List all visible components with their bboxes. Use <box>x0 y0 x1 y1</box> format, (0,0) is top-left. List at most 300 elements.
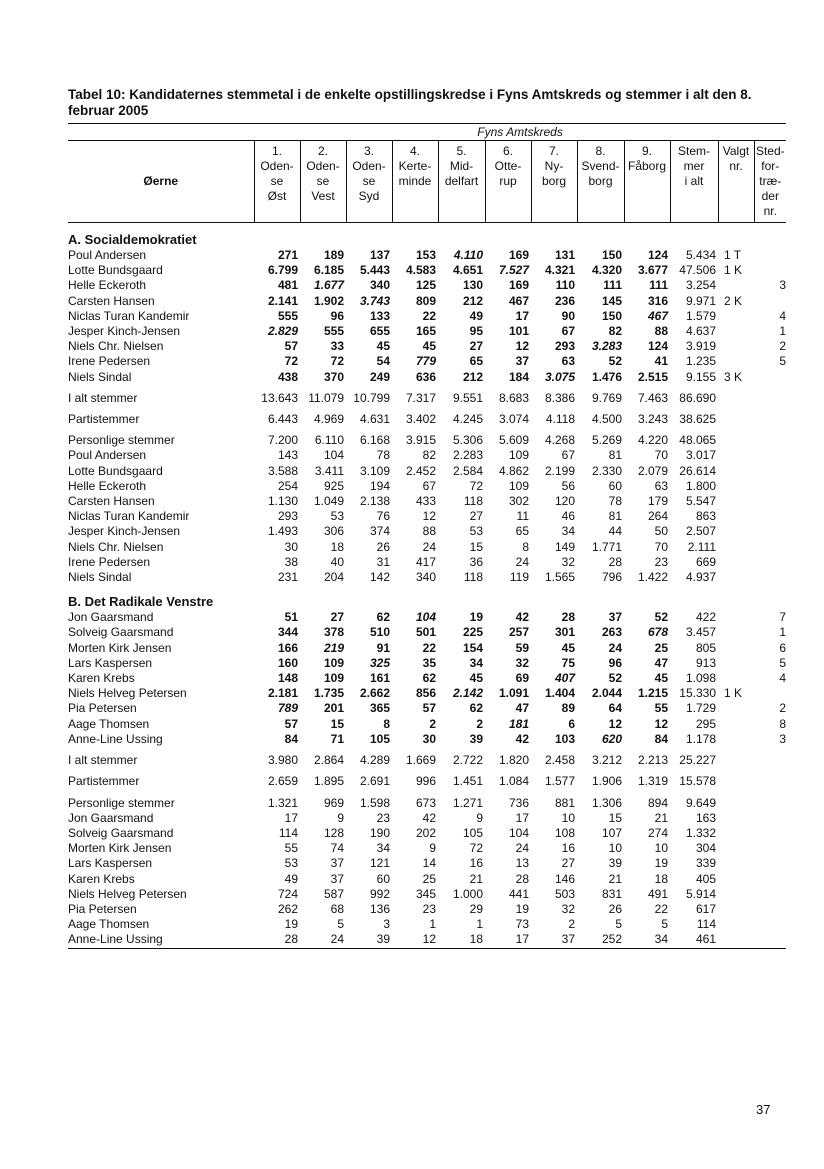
value-cell: 201 <box>323 701 344 716</box>
value-cell: 7.463 <box>637 390 668 405</box>
value-cell: 109 <box>323 671 344 686</box>
elected-cell <box>718 406 754 427</box>
column-header-line: 7. <box>548 144 559 158</box>
value-cell: 1.404 <box>544 686 575 701</box>
value-cell: 82 <box>422 448 436 463</box>
value-cell: 12 <box>608 716 622 731</box>
elected-cell <box>718 811 754 826</box>
value-cell: 150 <box>601 308 622 323</box>
value-cell: 62 <box>469 701 483 716</box>
value-cell: 724 <box>277 886 298 901</box>
value-cell: 249 <box>369 369 390 384</box>
results-table <box>68 123 786 949</box>
value-cell: 1.729 <box>685 701 716 716</box>
value-cell: 4.220 <box>637 433 668 448</box>
value-cell: 10 <box>608 841 622 856</box>
value-cell: 21 <box>608 871 622 886</box>
value-cell: 150 <box>601 248 622 262</box>
value-cell: 50 <box>654 524 668 539</box>
value-cell: 34 <box>469 655 483 670</box>
candidate-row <box>68 263 786 278</box>
value-cell: 1.771 <box>591 539 622 554</box>
candidate-row <box>68 309 786 324</box>
value-cell: 42 <box>422 810 436 825</box>
value-cell: 293 <box>277 509 298 524</box>
value-cell: 25.227 <box>679 753 716 768</box>
personal-candidate-row <box>68 902 786 917</box>
value-cell: 4.651 <box>452 263 483 278</box>
value-cell: 19 <box>284 917 298 932</box>
value-cell: 809 <box>415 293 436 308</box>
substitute-cell <box>754 524 786 539</box>
value-cell: 16 <box>469 856 483 871</box>
candidate-row <box>68 717 786 732</box>
value-cell: 1.820 <box>498 753 529 768</box>
column-header-line: Øst <box>267 189 287 203</box>
elected-cell <box>718 732 754 747</box>
value-cell: 23 <box>376 810 390 825</box>
value-cell: 34 <box>561 524 575 539</box>
row-label: Jon Gaarsmand <box>68 610 154 625</box>
value-cell: 55 <box>654 701 668 716</box>
value-cell: 340 <box>415 570 436 585</box>
substitute-cell: 4 <box>779 671 787 686</box>
value-cell: 15.578 <box>679 774 716 789</box>
value-cell: 4.245 <box>452 412 483 427</box>
elected-cell <box>718 902 754 917</box>
column-header-line: delfart <box>444 174 479 188</box>
value-cell: 52 <box>608 354 622 369</box>
substitute-cell <box>754 294 786 309</box>
value-cell: 37 <box>608 610 622 625</box>
elected-cell <box>718 856 754 871</box>
value-cell: 104 <box>415 610 436 625</box>
substitute-cell: 2 <box>779 339 787 354</box>
value-cell: 28 <box>515 871 529 886</box>
value-cell: 101 <box>508 324 529 339</box>
value-cell: 254 <box>277 478 298 493</box>
value-cell: 70 <box>654 539 668 554</box>
value-cell: 378 <box>323 625 344 640</box>
value-cell: 160 <box>277 655 298 670</box>
name-column-header: Øerne <box>143 174 179 188</box>
value-cell: 9.769 <box>591 390 622 405</box>
value-cell: 4.289 <box>359 753 390 768</box>
value-cell: 503 <box>554 886 575 901</box>
column-header-8 <box>577 141 624 223</box>
value-cell: 15 <box>469 539 483 554</box>
value-cell: 179 <box>647 494 668 509</box>
value-cell: 264 <box>647 509 668 524</box>
value-cell: 104 <box>508 825 529 840</box>
value-cell: 24 <box>300 932 346 948</box>
elected-cell: 1 K <box>724 263 743 278</box>
value-cell: 467 <box>647 308 668 323</box>
substitute-cell <box>754 887 786 902</box>
value-cell: 28 <box>254 932 300 948</box>
column-header-11 <box>718 141 754 223</box>
value-cell: 21 <box>654 810 668 825</box>
row-label: Carsten Hansen <box>68 293 155 308</box>
value-cell: 15.330 <box>679 686 716 701</box>
personal-candidate-row <box>68 811 786 826</box>
value-cell: 146 <box>554 871 575 886</box>
value-cell: 109 <box>323 655 344 670</box>
value-cell: 3.402 <box>405 412 436 427</box>
value-cell: 2.829 <box>267 324 298 339</box>
value-cell: 501 <box>415 625 436 640</box>
value-cell: 76 <box>376 509 390 524</box>
column-header-line: Oden- <box>306 159 340 173</box>
value-cell: 18 <box>438 932 485 948</box>
value-cell: 2 <box>568 917 575 932</box>
value-cell: 45 <box>561 640 575 655</box>
value-cell: 65 <box>469 354 483 369</box>
substitute-cell: 1 <box>779 625 787 640</box>
value-cell: 53 <box>469 524 483 539</box>
row-label: Jesper Kinch-Jensen <box>68 524 181 539</box>
value-cell: 42 <box>515 731 529 746</box>
column-header-7 <box>531 141 577 223</box>
value-cell: 1.321 <box>267 795 298 810</box>
column-header-line: 9. <box>641 144 652 158</box>
value-cell: 4.937 <box>685 570 716 585</box>
elected-cell <box>718 354 754 369</box>
value-cell: 72 <box>284 354 298 369</box>
column-header-line: for- <box>761 159 780 173</box>
row-label: Niels Chr. Nielsen <box>68 539 164 554</box>
value-cell: 121 <box>369 856 390 871</box>
value-cell: 365 <box>369 701 390 716</box>
value-cell: 301 <box>554 625 575 640</box>
column-header-line: mer <box>683 159 705 173</box>
candidate-row <box>68 701 786 716</box>
value-cell: 5 <box>337 917 344 932</box>
value-cell: 46 <box>561 509 575 524</box>
value-cell: 11.079 <box>308 390 344 405</box>
substitute-cell <box>754 768 786 789</box>
value-cell: 204 <box>323 570 344 585</box>
candidate-row <box>68 324 786 339</box>
value-cell: 32 <box>515 655 529 670</box>
value-cell: 481 <box>277 278 298 293</box>
elected-cell <box>718 790 754 811</box>
value-cell: 2.199 <box>544 463 575 478</box>
value-cell: 3.411 <box>314 463 344 478</box>
value-cell: 47 <box>654 655 668 670</box>
elected-cell <box>718 625 754 640</box>
value-cell: 5.547 <box>685 494 716 509</box>
value-cell: 165 <box>415 324 436 339</box>
value-cell: 6.110 <box>314 433 344 448</box>
value-cell: 6.168 <box>359 433 390 448</box>
value-cell: 9.551 <box>452 390 483 405</box>
column-header-line: Oden- <box>260 159 294 173</box>
value-cell: 345 <box>415 886 436 901</box>
candidate-row <box>68 294 786 309</box>
table-title: Tabel 10: Kandidaternes stemmetal i de enkelte opstillingskredse i Fyns Amtskreds og stemmer i alt den 8. februar 2005 <box>68 87 752 118</box>
value-cell: 344 <box>277 625 298 640</box>
value-cell: 111 <box>603 278 622 293</box>
elected-cell <box>718 610 754 625</box>
value-cell: 72 <box>330 354 344 369</box>
value-cell: 863 <box>695 509 716 524</box>
value-cell: 736 <box>508 795 529 810</box>
value-cell: 4.320 <box>591 263 622 278</box>
substitute-cell <box>754 464 786 479</box>
value-cell: 293 <box>554 339 575 354</box>
elected-cell <box>718 841 754 856</box>
elected-cell <box>718 917 754 932</box>
value-cell: 120 <box>554 494 575 509</box>
personal-candidate-row <box>68 887 786 902</box>
substitute-cell <box>754 479 786 494</box>
value-cell: 2 <box>429 716 436 731</box>
value-cell: 1 <box>429 917 436 932</box>
value-cell: 95 <box>469 324 483 339</box>
column-header-line: 4. <box>409 144 420 158</box>
value-cell: 42 <box>515 610 529 625</box>
candidate-row <box>68 278 786 293</box>
value-cell: 62 <box>422 671 436 686</box>
value-cell: 82 <box>608 324 622 339</box>
value-cell: 24 <box>608 640 622 655</box>
value-cell: 149 <box>554 539 575 554</box>
value-cell: 8 <box>522 539 529 554</box>
value-cell: 28 <box>608 554 622 569</box>
value-cell: 831 <box>601 886 622 901</box>
elected-cell <box>718 494 754 509</box>
value-cell: 3.457 <box>685 625 716 640</box>
value-cell: 212 <box>462 293 483 308</box>
value-cell: 461 <box>670 932 718 948</box>
elected-cell <box>718 278 754 293</box>
candidate-row <box>68 686 786 701</box>
elected-cell <box>718 717 754 732</box>
value-cell: 4.118 <box>545 412 575 427</box>
value-cell: 13 <box>515 856 529 871</box>
value-cell: 54 <box>376 354 390 369</box>
candidate-row <box>68 248 786 263</box>
value-cell: 31 <box>376 554 390 569</box>
value-cell: 4.637 <box>685 324 716 339</box>
value-cell: 252 <box>577 932 624 948</box>
value-cell: 53 <box>284 856 298 871</box>
column-header-line: 5. <box>456 144 467 158</box>
row-label: Poul Andersen <box>68 248 147 262</box>
elected-cell <box>718 509 754 524</box>
value-cell: 678 <box>647 625 668 640</box>
section-heading-row <box>68 585 786 610</box>
column-header-2 <box>300 141 346 223</box>
value-cell: 52 <box>654 610 668 625</box>
value-cell: 10 <box>561 810 575 825</box>
value-cell: 12 <box>392 932 438 948</box>
value-cell: 26.614 <box>679 463 716 478</box>
column-header-line: minde <box>398 174 432 188</box>
value-cell: 2.507 <box>685 524 716 539</box>
value-cell: 17 <box>515 810 529 825</box>
value-cell: 4.969 <box>313 412 344 427</box>
elected-cell <box>718 385 754 406</box>
section-heading: A. Socialdemokratiet <box>68 231 197 247</box>
value-cell: 5 <box>615 917 622 932</box>
value-cell: 14 <box>422 856 436 871</box>
value-cell: 510 <box>369 625 390 640</box>
value-cell: 145 <box>601 293 622 308</box>
column-header-line: Syd <box>358 189 380 203</box>
value-cell: 11 <box>516 509 529 524</box>
value-cell: 63 <box>561 354 575 369</box>
column-header-row <box>68 141 786 223</box>
row-label: I alt stemmer <box>68 753 138 768</box>
value-cell: 9.971 <box>685 293 716 308</box>
value-cell: 467 <box>508 293 529 308</box>
value-cell: 133 <box>369 308 390 323</box>
value-cell: 81 <box>608 509 622 524</box>
value-cell: 29 <box>469 901 483 916</box>
value-cell: 21 <box>469 871 483 886</box>
row-label: Personlige stemmer <box>68 433 175 448</box>
value-cell: 41 <box>654 354 668 369</box>
value-cell: 63 <box>654 478 668 493</box>
value-cell: 30 <box>422 731 436 746</box>
value-cell: 5.443 <box>359 263 390 278</box>
row-label: Aage Thomsen <box>68 716 150 731</box>
substitute-cell: 5 <box>779 354 787 369</box>
value-cell: 13.643 <box>261 390 298 405</box>
substitute-cell <box>754 427 786 448</box>
column-header-10 <box>670 141 718 223</box>
value-cell: 103 <box>554 731 575 746</box>
value-cell: 105 <box>462 825 483 840</box>
substitute-cell <box>754 509 786 524</box>
value-cell: 1.319 <box>637 774 668 789</box>
value-cell: 26 <box>608 901 622 916</box>
value-cell: 1.306 <box>591 795 622 810</box>
value-cell: 2.864 <box>313 753 344 768</box>
value-cell: 617 <box>695 901 716 916</box>
value-cell: 1.906 <box>591 774 622 789</box>
substitute-cell: 4 <box>779 308 787 323</box>
elected-cell <box>718 768 754 789</box>
candidate-row <box>68 656 786 671</box>
group-header: Fyns Amtskreds <box>254 124 786 141</box>
elected-cell <box>718 747 754 768</box>
value-cell: 5.914 <box>685 886 716 901</box>
value-cell: 107 <box>601 825 622 840</box>
substitute-cell <box>754 406 786 427</box>
value-cell: 2.138 <box>359 494 390 509</box>
personal-candidate-row <box>68 555 786 570</box>
value-cell: 1.735 <box>313 686 344 701</box>
value-cell: 166 <box>277 640 298 655</box>
value-cell: 142 <box>369 570 390 585</box>
value-cell: 23 <box>654 554 668 569</box>
column-header-12 <box>754 141 786 223</box>
value-cell: 35 <box>422 655 436 670</box>
value-cell: 212 <box>462 369 483 384</box>
value-cell: 33 <box>330 339 344 354</box>
value-cell: 49 <box>284 871 298 886</box>
value-cell: 202 <box>415 825 436 840</box>
value-cell: 405 <box>695 871 716 886</box>
column-header-5 <box>438 141 485 223</box>
column-header-line: i alt <box>684 174 704 188</box>
value-cell: 12 <box>654 716 668 731</box>
substitute-cell <box>754 248 786 263</box>
row-label: Partistemmer <box>68 774 140 789</box>
value-cell: 913 <box>695 655 716 670</box>
column-header-9 <box>624 141 670 223</box>
value-cell: 60 <box>376 871 390 886</box>
value-cell: 124 <box>647 339 668 354</box>
column-header-line: 1. <box>271 144 282 158</box>
substitute-cell <box>754 872 786 887</box>
value-cell: 2.079 <box>637 463 668 478</box>
row-label: Niels Helveg Petersen <box>68 686 187 701</box>
value-cell: 5.269 <box>591 433 622 448</box>
column-header-line: Valgt <box>722 144 750 158</box>
candidate-row <box>68 732 786 747</box>
substitute-cell <box>754 790 786 811</box>
value-cell: 25 <box>654 640 668 655</box>
personal-candidate-row <box>68 479 786 494</box>
row-label: Irene Pedersen <box>68 554 151 569</box>
value-cell: 3.243 <box>637 412 668 427</box>
substitute-cell: 7 <box>779 610 787 625</box>
value-cell: 32 <box>561 901 575 916</box>
value-cell: 8.683 <box>498 390 529 405</box>
substitute-cell <box>754 932 786 948</box>
value-cell: 655 <box>369 324 390 339</box>
value-cell: 70 <box>654 448 668 463</box>
row-label: Partistemmer <box>68 412 140 427</box>
value-cell: 1.049 <box>313 494 344 509</box>
value-cell: 17 <box>515 308 529 323</box>
value-cell: 4.321 <box>544 263 575 278</box>
value-cell: 992 <box>369 886 390 901</box>
value-cell: 34 <box>624 932 670 948</box>
value-cell: 34 <box>376 841 390 856</box>
value-cell: 7.527 <box>498 263 529 278</box>
value-cell: 24 <box>515 554 529 569</box>
value-cell: 38.625 <box>679 412 716 427</box>
value-cell: 105 <box>369 731 390 746</box>
value-cell: 6 <box>568 716 575 731</box>
elected-cell <box>718 932 754 948</box>
value-cell: 30 <box>284 539 298 554</box>
personal-candidate-row <box>68 494 786 509</box>
value-cell: 12 <box>422 509 436 524</box>
value-cell: 306 <box>323 524 344 539</box>
value-cell: 23 <box>422 901 436 916</box>
substitute-cell: 5 <box>779 655 787 670</box>
section-heading-row <box>68 223 786 249</box>
value-cell: 2.515 <box>637 369 668 384</box>
value-cell: 2.330 <box>591 463 622 478</box>
value-cell: 48.065 <box>679 433 716 448</box>
column-header-line: 3. <box>363 144 374 158</box>
candidate-row <box>68 339 786 354</box>
value-cell: 1.084 <box>498 774 529 789</box>
value-cell: 78 <box>376 448 390 463</box>
value-cell: 12 <box>515 339 529 354</box>
elected-cell <box>718 641 754 656</box>
column-header-line: Fåborg <box>627 159 667 173</box>
value-cell: 1.098 <box>685 671 716 686</box>
value-cell: 57 <box>284 716 298 731</box>
